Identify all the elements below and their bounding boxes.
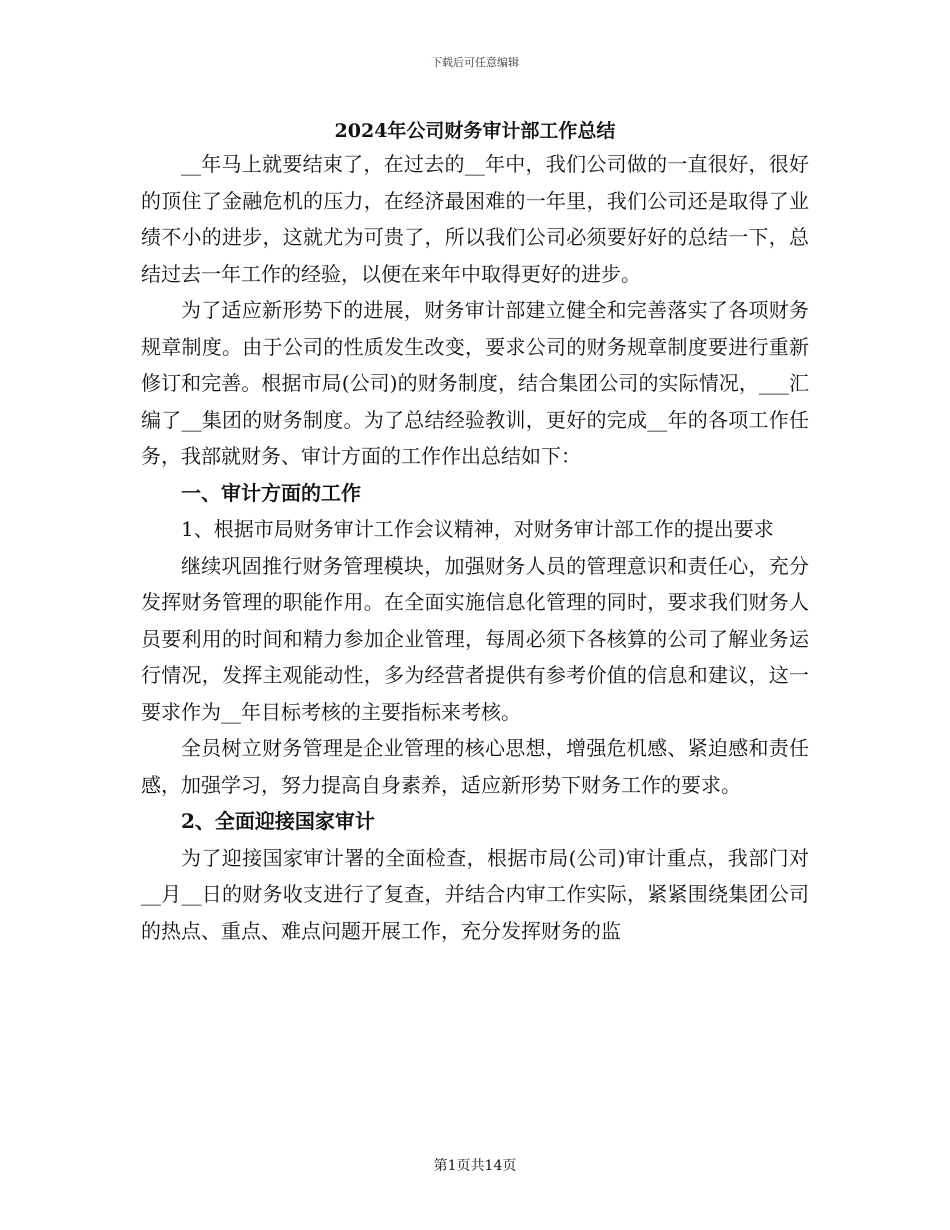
paragraph-awareness: 全员树立财务管理是企业管理的核心思想，增强危机感、紧迫感和责任感，加强学习，努力提高自身素养，适应新形势下财务工作的要求。 xyxy=(141,736,809,797)
paragraph-national-audit: 为了迎接国家审计署的全面检查，根据市局(公司)审计重点，我部门对__月__日的财务收支进行了复查，并结合内审工作实际，紧紧围绕集团公司的热点、重点、难点问题开展工作，充分发挥财务的监 xyxy=(141,845,809,943)
paragraph-intro: __年马上就要结束了，在过去的__年中，我们公司做的一直很好，很好的顶住了金融危机的压力，在经济最困难的一年里，我们公司还是取得了业绩不小的进步，这就尤为可贵了，所以我们公司必须要好好的总结一下，总结过去一年工作的经验，以便在来年中取得更好的进步。 xyxy=(141,152,809,286)
page-number: 第1页共14页 xyxy=(433,1158,517,1174)
section-heading-national-audit: 2、全面迎接国家审计 xyxy=(181,809,375,833)
paragraph-financial-management: 继续巩固推行财务管理模块，加强财务人员的管理意识和责任心，充分发挥财务管理的职能作用。在全面实施信息化管理的同时，要求我们财务人员要利用的时间和精力参加企业管理，每周必须下各核算的公司了解业务运行情况，发挥主观能动性，多为经营者提供有参考价值的信息和建议，这一要求作为__年目标考核的主要指标来考核。 xyxy=(141,553,809,724)
header-note: 下载后可任意编辑 xyxy=(431,56,519,69)
document-body xyxy=(141,146,809,949)
page-title: 2024年公司财务审计部工作总结 xyxy=(334,120,616,142)
paragraph-item-1: 1、根据市局财务审计工作会议精神，对财务审计部工作的提出要求 xyxy=(181,517,774,541)
section-heading-audit: 一、审计方面的工作 xyxy=(181,480,361,505)
paragraph-regulations: 为了适应新形势下的进展，财务审计部建立健全和完善落实了各项财务规章制度。由于公司的性质发生改变，要求公司的财务规章制度要进行重新修订和完善。根据市局(公司)的财务制度，结合集团公司的实际情况，___汇编了__集团的财务制度。为了总结经验教训，更好的完成__年的各项工作任务，我部就财务、审计方面的工作作出总结如下： xyxy=(141,298,809,468)
